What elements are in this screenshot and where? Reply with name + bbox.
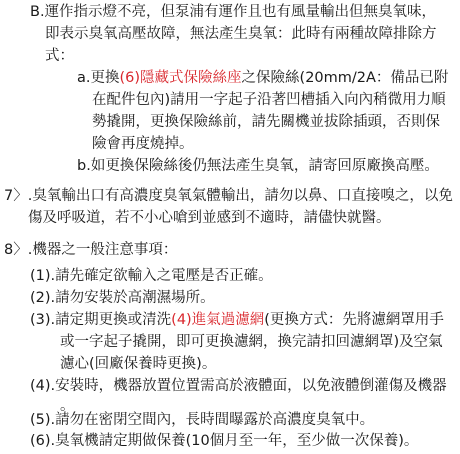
- sub-a-line3: 勢撬開，更換保險絲前，請先關機並拔除插頭，否則保: [92, 114, 440, 130]
- item8-sub3-line2: 或一字起子撬開，即可更換濾網，換完請扣回濾網罩)及空氣: [60, 334, 443, 350]
- sub1-marker: (1).: [30, 268, 56, 284]
- item7-line1: [4, 186, 453, 206]
- item7-marker: 7〉.: [4, 188, 33, 204]
- item8-sub4-line1: [30, 376, 447, 396]
- sub3-marker: (3).: [30, 312, 56, 328]
- sub3-text-post: (更換方式：先將濾網罩用手: [264, 312, 444, 328]
- sub-b-line: [77, 156, 439, 176]
- sub-a-line1: [77, 68, 448, 88]
- sub3-text-pre: 請定期更換或清洗: [55, 312, 172, 328]
- section-b-text1: 運作指示燈不亮，但泵浦有運作且也有風量輸出但無臭氧味，: [44, 4, 437, 20]
- intake-filter-highlight: (4)進氣過濾網: [171, 312, 265, 328]
- item8-marker: 8〉.: [4, 242, 33, 258]
- sub-a-text-post: 之保險絲(20mm/2A：備品已附: [241, 70, 449, 86]
- sub1-text: 請先確定欲輸入之電壓是否正確。: [55, 268, 273, 284]
- item8-heading: 機器之一般注意事項：: [32, 242, 178, 258]
- item7-line2: 傷及呼吸道，若不小心嗆到並感到不適時，請儘快就醫。: [28, 210, 391, 226]
- section-b-line2: 即表示臭氧高壓故障，無法產生臭氧：此時有兩種故障排除方: [45, 26, 437, 42]
- sub-a-line4: 險會再度燒掉。: [92, 136, 194, 152]
- sub6-marker: (6).: [30, 433, 56, 449]
- item8-sub6: [30, 431, 418, 451]
- sub4-text: 安裝時，機器放置位置需高於液體面，以免液體倒灌傷及機器: [55, 378, 447, 394]
- sub-a-text-pre: 更換: [90, 70, 120, 86]
- sub-b-marker: b.: [77, 158, 91, 174]
- item8-sub3-line1: [30, 310, 444, 330]
- item7-text1: 臭氧輸出口有高濃度臭氧氣體輸出，請勿以鼻、口直接嗅之，以免: [32, 188, 453, 204]
- sub-a-line2: 在配件包內)請用一字起子沿著凹槽插入向內稍微用力順: [92, 92, 446, 108]
- sub5-marker: (5).: [30, 412, 56, 428]
- section-b-marker: B.: [30, 4, 45, 20]
- sub6-text: 臭氧機請定期做保養(10個月至一年，至少做一次保養)。: [55, 433, 419, 449]
- section-b-line3: 式：: [45, 48, 74, 64]
- sub2-text: 請勿安裝於高潮濕場所。: [55, 290, 215, 306]
- sub4-marker: (4).: [30, 378, 56, 394]
- item8-sub3-line3: 濾心(回廠保養時更換)。: [60, 356, 217, 372]
- section-b-line1: [30, 2, 436, 22]
- item8-sub2: [30, 288, 215, 308]
- fuse-holder-highlight: (6)隱藏式保險絲座: [119, 70, 242, 86]
- sub-b-text: 如更換保險絲後仍無法產生臭氧，請寄回原廠換高壓。: [90, 158, 439, 174]
- item8-sub1: [30, 266, 273, 286]
- sub-a-marker: a.: [77, 70, 91, 86]
- item8-heading-line: [4, 240, 177, 260]
- item8-sub5: [30, 410, 374, 430]
- sub5-text: 請勿在密閉空間內，長時間曝露於高濃度臭氧中。: [55, 412, 375, 428]
- item8-sub4-line2: 。: [60, 398, 75, 414]
- sub2-marker: (2).: [30, 290, 56, 306]
